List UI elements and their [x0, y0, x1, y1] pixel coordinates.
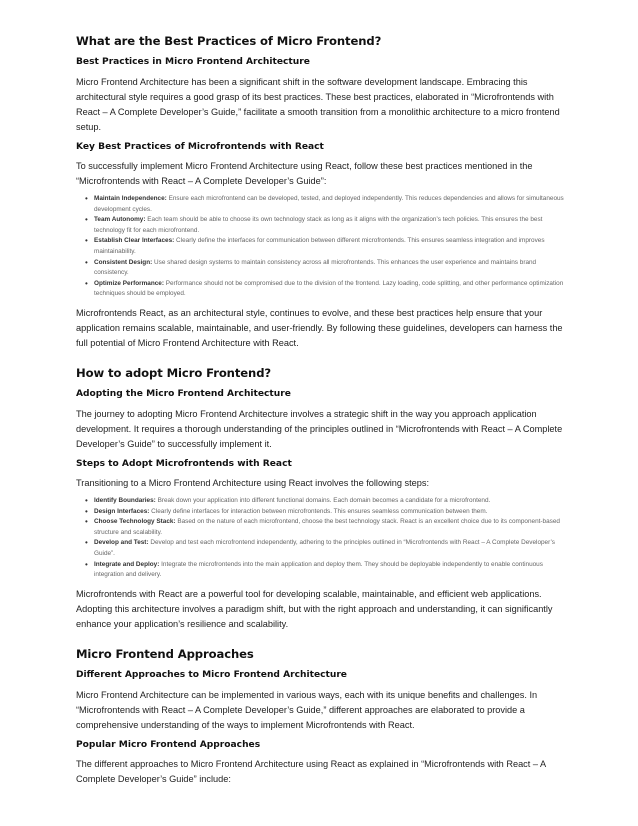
- section-title-best-practices: What are the Best Practices of Micro Frontend?: [76, 34, 382, 48]
- list-item: • Choose Technology Stack: Based on the nature of each microfrontend, choose the best technology stack. React is an excellent choice due to its component-based structure and scalability.: [94, 517, 568, 538]
- list-item: • Consistent Design: Use shared design systems to maintain consistency across all microfrontends. This enhances the user experience and maintains brand consistency.: [94, 258, 568, 279]
- paragraph: To successfully implement Micro Frontend Architecture using React, follow these best practices mentioned in the “Microfrontends with React – A Complete Developer’s Guide”:: [76, 161, 533, 186]
- list-item: • Identify Boundaries: Break down your application into different functional domains. Each domain becomes a candidate for a microfrontend.: [94, 496, 568, 507]
- best-practices-list: [76, 194, 568, 300]
- paragraph: Microfrontends with React are a powerful tool for developing scalable, maintainable, and efficient web applications. Adopting this architecture involves a paradigm shift, but with the right approach and understanding, it can significantly enhance your application’s resilience and scalability.: [76, 588, 553, 629]
- paragraph: Transitioning to a Micro Frontend Architecture using React involves the following steps:: [76, 477, 430, 488]
- subheading-different-approaches: Different Approaches to Micro Frontend Architecture: [76, 669, 347, 680]
- subheading-popular-approaches: Popular Micro Frontend Approaches: [76, 739, 261, 750]
- subheading-adopting: Adopting the Micro Frontend Architecture: [76, 388, 291, 399]
- subheading-key-best-practices: Key Best Practices of Microfrontends with React: [76, 142, 324, 152]
- list-item: • Develop and Test: Develop and test each microfrontend independently, adhering to the principles outlined in “Microfrontends with React – A Complete Developer’s Guide”.: [94, 538, 568, 559]
- list-item: • Optimize Performance: Performance should not be compromised due to the division of the frontend. Lazy loading, code splitting, and other performance optimization techniques should be employed.: [94, 279, 568, 300]
- section-title-adopt: How to adopt Micro Frontend?: [76, 365, 272, 380]
- adoption-steps-list: [76, 496, 568, 581]
- list-item: • Design Interfaces: Clearly define interfaces for interaction between microfrontends. This ensures seamless communication between them.: [94, 507, 568, 518]
- section-title-approaches: Micro Frontend Approaches: [76, 646, 254, 661]
- list-item: • Establish Clear Interfaces: Clearly define the interfaces for communication between different microfrontends. This ensures seamless integration and improves maintainability.: [94, 236, 568, 257]
- paragraph: The different approaches to Micro Frontend Architecture using React as explained in “Microfrontends with React – A Complete Developer’s Guide” include:: [76, 758, 546, 784]
- list-item: • Maintain Independence: Ensure each microfrontend can be developed, tested, and deployed independently. This reduces dependencies and allows for simultaneous development cycles.: [94, 194, 568, 215]
- subheading-best-practices: Best Practices in Micro Frontend Architecture: [76, 57, 310, 67]
- list-item: • Integrate and Deploy: Integrate the microfrontends into the main application and deploy them. They should be deployable independently to enable continuous integration and delivery.: [94, 560, 568, 581]
- subheading-steps: Steps to Adopt Microfrontends with React: [76, 458, 292, 469]
- paragraph: The journey to adopting Micro Frontend Architecture involves a strategic shift in the way you approach application development. It requires a thorough understanding of the principles outlined in “Microfrontends with React – A Complete Developer’s Guide” to successfully implement it.: [76, 408, 563, 449]
- paragraph: Micro Frontend Architecture has been a significant shift in the software development landscape. Embracing this architectural style requires a good grasp of its best practices. These best practices, elaborated in “Microfrontends with React – A Complete Developer’s Guide,” facilitate a smooth transition from a monolithic architecture to a micro frontend setup.: [76, 77, 560, 132]
- list-item: • Team Autonomy: Each team should be able to choose its own technology stack as long as it aligns with the organization’s tech policies. This ensures the best technology fit for each microfrontend.: [94, 215, 568, 236]
- article: [76, 34, 568, 787]
- paragraph: Micro Frontend Architecture can be implemented in various ways, each with its unique benefits and challenges. In “Microfrontends with React – A Complete Developer’s Guide,” different approaches are elaborated to provide a comprehensive understanding of the ways to implement Microfrontends with React.: [76, 689, 538, 730]
- paragraph: Microfrontends React, as an architectural style, continues to evolve, and these best practices help ensure that your application remains scalable, maintainable, and user-friendly. By following these guidelines, developers can harness the full potential of Micro Frontend Architecture with React.: [76, 307, 563, 348]
